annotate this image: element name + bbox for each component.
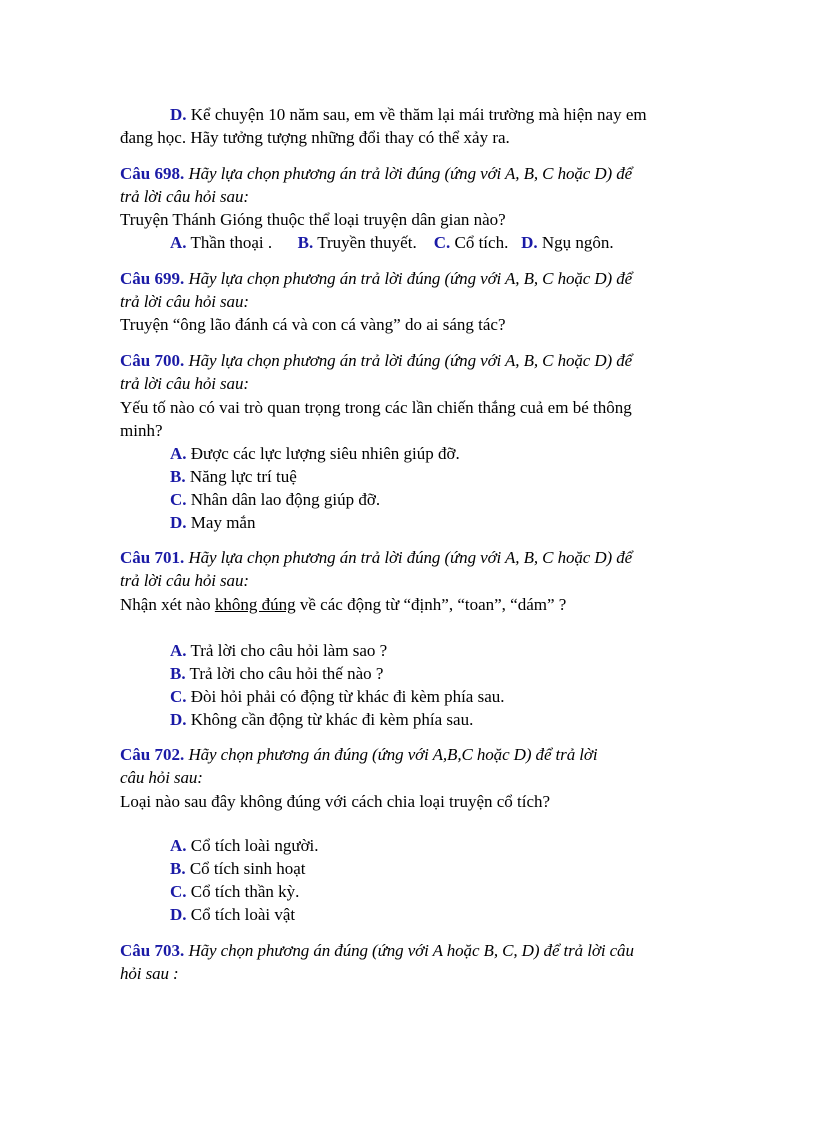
q698-option-b[interactable] [298,233,417,252]
q698-option-c-text: Cổ tích. [454,233,509,252]
q703-instruction-2: hỏi sau : [120,964,179,983]
q700-option-d-label: D. [170,513,187,532]
q699-instruction-1: Hãy lựa chọn phương án trả lời đúng (ứng với A, B, C hoặc D) để [188,269,633,288]
q698-number: Câu 698. [120,164,185,183]
q700-option-a[interactable] [170,443,460,465]
q698-option-b-text: Truyền thuyết. [317,233,417,252]
q700-option-d-text: May mắn [190,513,256,532]
intro-line-1 [170,104,647,126]
q701-option-c-text: Đòi hỏi phải có động từ khác đi kèm phía sau. [190,687,505,706]
q699-question [120,314,506,336]
q700-instruction-line2 [120,373,249,395]
q703-instruction-1: Hãy chọn phương án đúng (ứng với A hoặc B, C, D) để trả lời câu [188,941,634,960]
q698-option-b-label: B. [297,233,314,252]
q700-question-line1 [120,397,632,419]
q700-number: Câu 700. [120,351,185,370]
q701-option-a-label: A. [170,641,187,660]
q702-option-d-text: Cổ tích loài vật [190,905,296,924]
q701-instruction-line2 [120,570,249,592]
q699-question-text: Truyện “ông lão đánh cá và con cá vàng” do ai sáng tác? [120,315,506,334]
intro-text-1: Kể chuyện 10 năm sau, em về thăm lại mái trường mà hiện nay em [190,105,647,124]
q699-number: Câu 699. [120,269,185,288]
q698-option-c-label: C. [433,233,451,252]
q702-option-d-label: D. [170,905,187,924]
q700-option-c[interactable] [170,489,380,511]
q700-question-line2 [120,420,163,442]
q700-option-c-text: Nhân dân lao động giúp đỡ. [190,490,381,509]
q702-question [120,791,550,813]
q698-option-a-text: Thần thoại . [190,233,273,252]
q698-option-d-label: D. [521,233,538,252]
q702-option-c-text: Cổ tích thần kỳ. [190,882,300,901]
q701-option-b-label: B. [170,664,186,683]
q701-option-c[interactable] [170,686,505,708]
q698-option-c[interactable] [434,233,509,252]
q701-question [120,594,566,616]
q698-instruction-line2 [120,186,249,208]
q698-question-text: Truyện Thánh Gióng thuộc thể loại truyện dân gian nào? [120,210,506,229]
q701-option-c-label: C. [170,687,187,706]
q702-option-a[interactable] [170,835,319,857]
q702-question-text: Loại nào sau đây không đúng với cách chia loại truyện cổ tích? [120,792,551,811]
q700-option-b[interactable] [170,466,297,488]
q698-option-a-label: A. [170,233,187,252]
q701-question-underlined: không đúng [214,595,296,614]
q700-header [120,350,632,372]
q700-question-text-2: minh? [120,421,163,440]
q700-option-b-label: B. [170,467,186,486]
q701-option-d-text: Không cần động từ khác đi kèm phía sau. [190,710,474,729]
q702-option-b-label: B. [170,859,186,878]
q700-option-a-text: Được các lực lượng siêu nhiên giúp đỡ. [190,444,460,463]
q699-header [120,268,632,290]
q703-header [120,940,634,962]
q701-option-b-text: Trả lời cho câu hỏi thế nào ? [189,664,384,683]
q699-instruction-2: trả lời câu hỏi sau: [120,292,249,311]
q700-instruction-1: Hãy lựa chọn phương án trả lời đúng (ứng với A, B, C hoặc D) để [188,351,633,370]
q702-option-c[interactable] [170,881,299,903]
q698-instruction-2: trả lời câu hỏi sau: [120,187,249,206]
q701-question-pre: Nhận xét nào [120,595,215,614]
q699-instruction-line2 [120,291,249,313]
q698-option-d-text: Ngụ ngôn. [541,233,614,252]
intro-text-2: đang học. Hãy tưởng tượng những đổi thay có thể xảy ra. [120,128,510,147]
q702-instruction-1: Hãy chọn phương án đúng (ứng với A,B,C hoặc D) để trả lời [188,745,598,764]
q698-instruction-1: Hãy lựa chọn phương án trả lời đúng (ứng với A, B, C hoặc D) để [188,164,633,183]
q702-option-c-label: C. [170,882,187,901]
q701-option-b[interactable] [170,663,383,685]
q698-options [170,232,614,254]
q700-option-d[interactable] [170,512,255,534]
q700-question-text-1: Yếu tố nào có vai trò quan trọng trong các lần chiến thắng cuả em bé thông [120,398,632,417]
q698-option-a[interactable] [170,233,272,252]
q703-instruction-line2 [120,963,179,985]
q702-option-a-label: A. [170,836,187,855]
q702-number: Câu 702. [120,745,185,764]
q702-instruction-line2 [120,767,203,789]
q701-option-a[interactable] [170,640,387,662]
q702-option-b[interactable] [170,858,306,880]
q701-header [120,547,632,569]
q701-option-a-text: Trả lời cho câu hỏi làm sao ? [190,641,388,660]
q701-instruction-2: trả lời câu hỏi sau: [120,571,249,590]
q698-header [120,163,632,185]
intro-option-label: D. [170,105,187,124]
q700-option-b-text: Năng lực trí tuệ [189,467,297,486]
q702-option-d[interactable] [170,904,295,926]
q700-option-a-label: A. [170,444,187,463]
q702-option-a-text: Cổ tích loài người. [190,836,319,855]
q700-option-c-label: C. [170,490,187,509]
q698-option-d[interactable] [521,233,614,252]
q701-instruction-1: Hãy lựa chọn phương án trả lời đúng (ứng với A, B, C hoặc D) để [188,548,633,567]
q702-instruction-2: câu hỏi sau: [120,768,203,787]
q702-option-b-text: Cổ tích sinh hoạt [189,859,306,878]
q698-question [120,209,506,231]
q703-number: Câu 703. [120,941,185,960]
intro-line-2 [120,127,510,149]
q701-option-d-label: D. [170,710,187,729]
q700-instruction-2: trả lời câu hỏi sau: [120,374,249,393]
q701-option-d[interactable] [170,709,473,731]
q702-header [120,744,597,766]
q701-question-post: về các động từ “định”, “toan”, “dám” ? [295,595,567,614]
q701-number: Câu 701. [120,548,185,567]
